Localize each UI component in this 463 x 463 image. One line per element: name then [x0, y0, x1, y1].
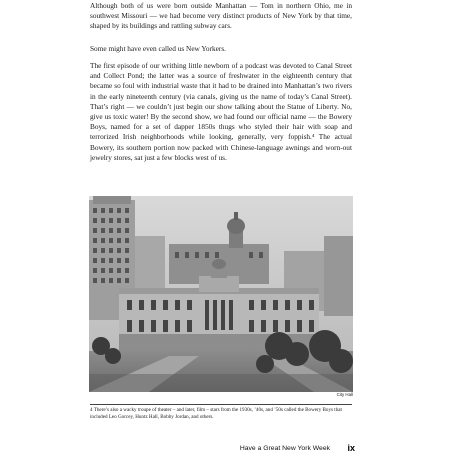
body-paragraph-2: Some might have even called us New Yorkers. — [90, 44, 226, 53]
footnote-divider — [90, 404, 352, 405]
background-building — [324, 236, 353, 316]
city-hall-illustration — [89, 196, 353, 392]
foreground-shadow — [89, 374, 353, 392]
city-hall-photo — [89, 196, 353, 392]
running-footer-title: Have a Great New York Week — [239, 445, 330, 452]
footnote: 4 There’s also a wacky troupe of theater – and later, film – stars from the 1930s, ’40s, and ’50s called the Bowery Boys that included Leo Gorcey, Huntz Hall, Bobby Jordan, and others. — [90, 407, 342, 420]
page-number: ix — [347, 443, 355, 453]
body-paragraph-1: Although both of us were born outside Manhattan — Tom in northern Ohio, me in southwest Missouri — we had become very distinct products of New York by that time, shaped by its buildings and rattling subway cars. — [90, 1, 352, 31]
body-paragraph-3: The first episode of our writhing little newborn of a podcast was devoted to Canal Street and Collect Pond; the latter was a source of freshwater in the eighteenth century that became so foul with industrial waste that it had to be drained into Manhattan’s two rivers in the early nineteenth century (via canals, giving us the name of today’s Canal Street). That’s right — we couldn’t just begin our show talking about the Statue of Liberty. No, give us toxic water! By the second show, we had found our official name — the Bowery Boys, named for a set of dapper 1850s thugs who styled their hair with soap and terrorized Irish neighborhoods while looking, generally, very foppish.⁴ The actual Bowery, its southern portion now packed with Chinese-language awnings and worn-out jewelry stores, sat just a few blocks west of us. — [90, 61, 352, 162]
photo-caption: City Hall — [336, 392, 353, 397]
